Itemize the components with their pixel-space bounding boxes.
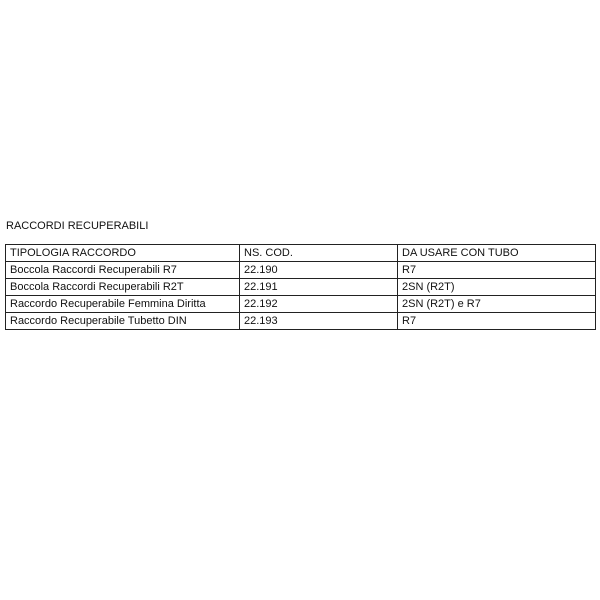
table-row xyxy=(6,296,596,313)
parts-table xyxy=(5,244,596,330)
table-row xyxy=(6,313,596,330)
column-header-type: TIPOLOGIA RACCORDO xyxy=(6,245,240,262)
cell-tube: 2SN (R2T) e R7 xyxy=(398,296,596,313)
cell-tube: R7 xyxy=(398,313,596,330)
column-header-code: NS. COD. xyxy=(240,245,398,262)
cell-code: 22.193 xyxy=(240,313,398,330)
cell-type: Raccordo Recuperabile Femmina Diritta xyxy=(6,296,240,313)
table-row xyxy=(6,279,596,296)
table-row xyxy=(6,262,596,279)
cell-tube: 2SN (R2T) xyxy=(398,279,596,296)
cell-tube: R7 xyxy=(398,262,596,279)
table-header-row xyxy=(6,245,596,262)
cell-code: 22.192 xyxy=(240,296,398,313)
cell-code: 22.190 xyxy=(240,262,398,279)
document-title: RACCORDI RECUPERABILI xyxy=(6,220,149,232)
column-header-tube: DA USARE CON TUBO xyxy=(398,245,596,262)
cell-code: 22.191 xyxy=(240,279,398,296)
cell-type: Raccordo Recuperabile Tubetto DIN xyxy=(6,313,240,330)
cell-type: Boccola Raccordi Recuperabili R2T xyxy=(6,279,240,296)
cell-type: Boccola Raccordi Recuperabili R7 xyxy=(6,262,240,279)
